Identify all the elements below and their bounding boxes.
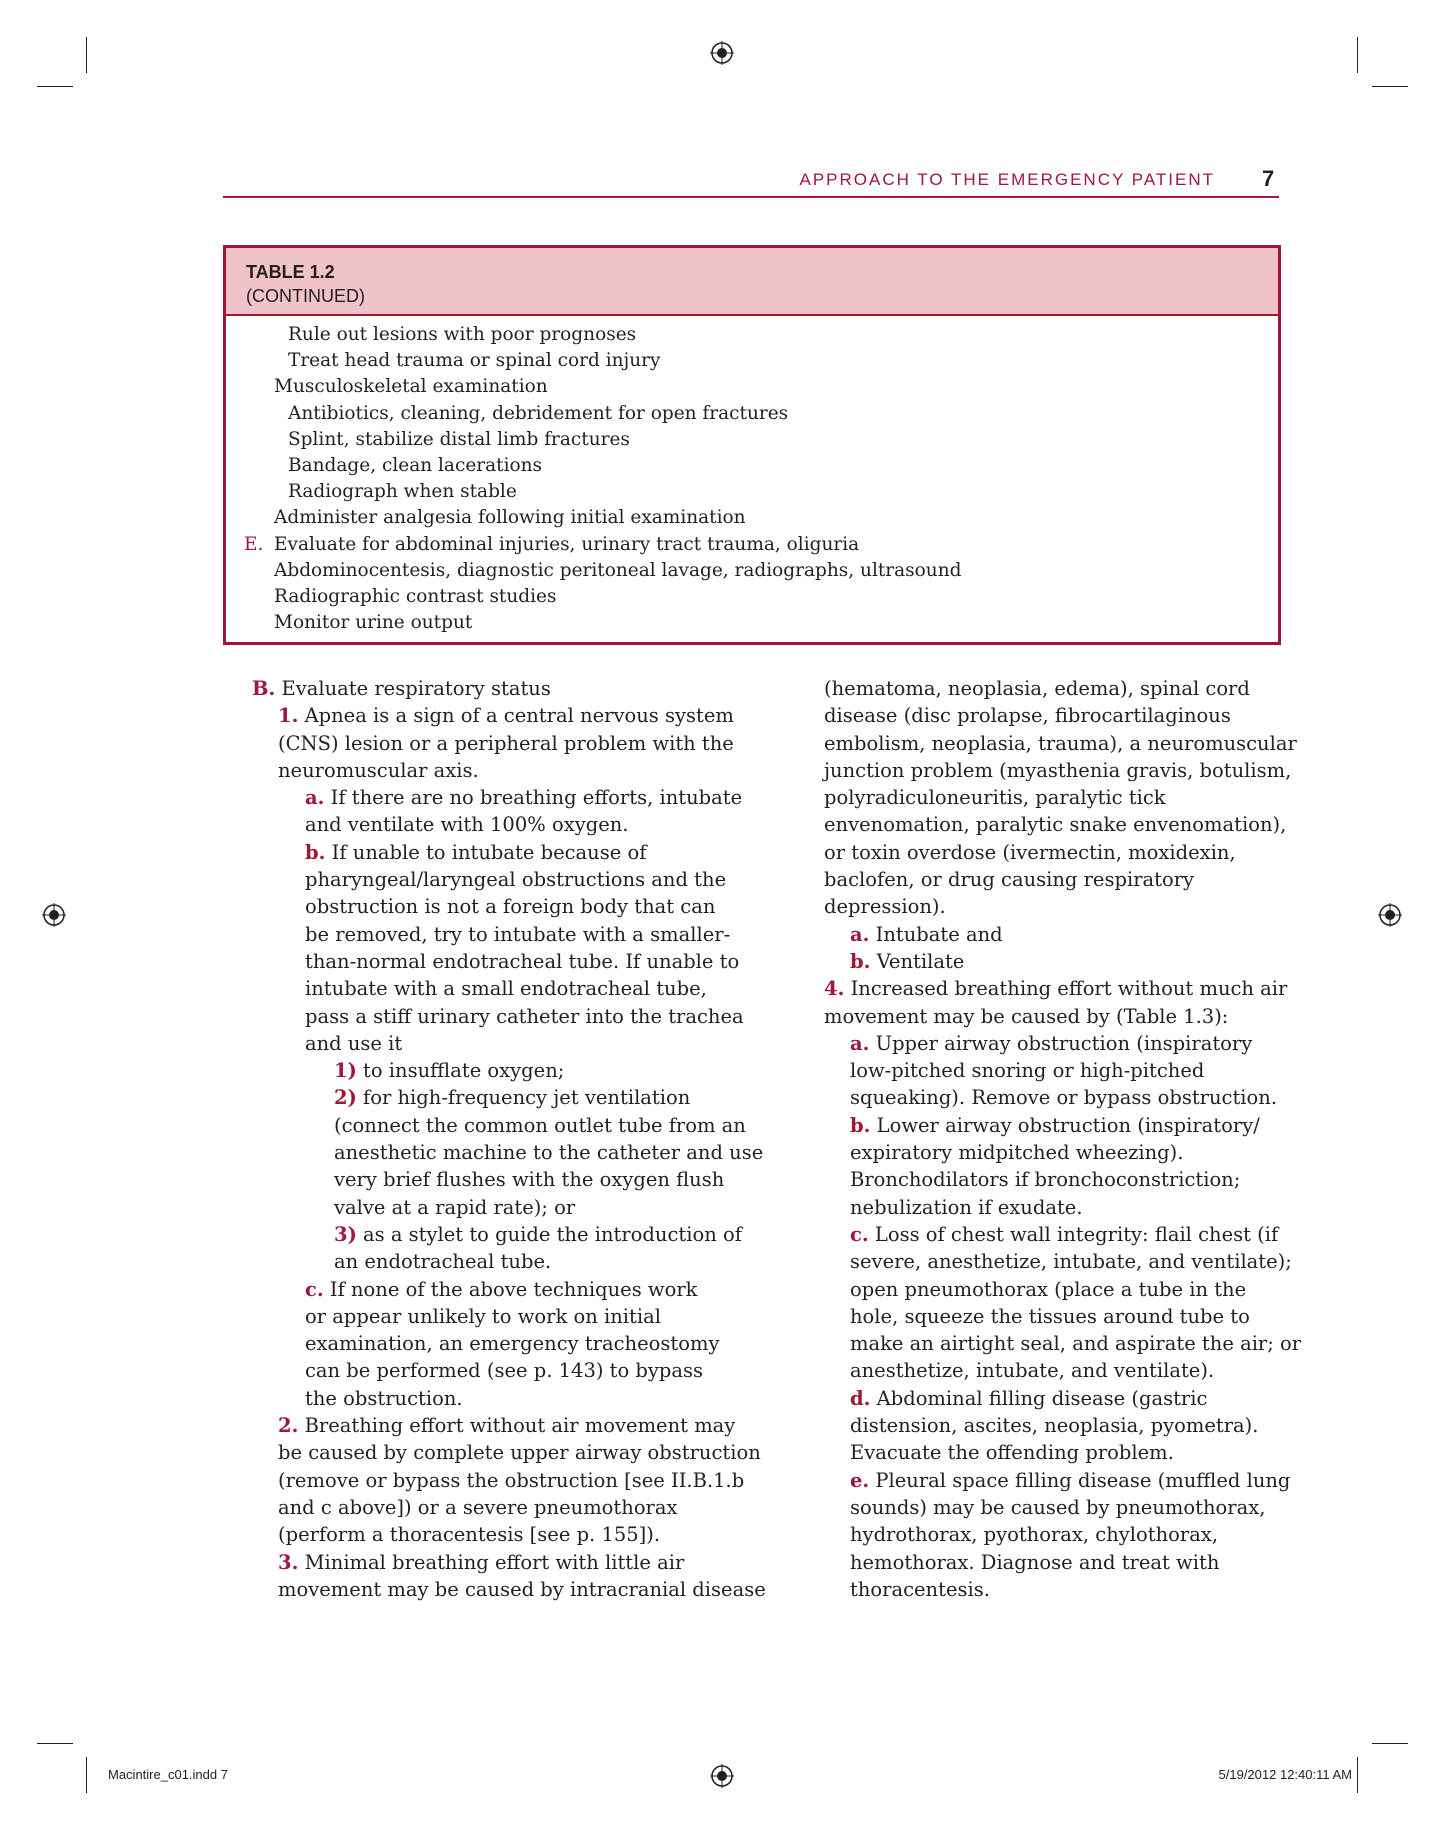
text-line bbox=[252, 1084, 766, 1111]
text-line bbox=[252, 1412, 766, 1439]
table-row bbox=[226, 532, 1278, 558]
text-line bbox=[824, 1276, 1301, 1303]
text-line bbox=[252, 1248, 766, 1275]
outline-marker: b. bbox=[850, 1113, 871, 1137]
outline-marker: c. bbox=[850, 1222, 869, 1246]
text-line bbox=[824, 1057, 1301, 1084]
text-line bbox=[824, 948, 1301, 975]
line-text: thoracentesis. bbox=[850, 1577, 990, 1601]
line-text: anesthetize, intubate, and ventilate). bbox=[850, 1359, 1215, 1383]
text-line bbox=[252, 839, 766, 866]
crop-mark bbox=[37, 86, 73, 87]
table-row-text: Splint, stabilize distal limb fractures bbox=[288, 428, 630, 450]
table-row-text: Administer analgesia following initial examination bbox=[274, 507, 746, 529]
line-text: movement may be caused by intracranial disease bbox=[278, 1577, 766, 1601]
text-line bbox=[252, 1467, 766, 1494]
line-text: squeaking). Remove or bypass obstruction. bbox=[850, 1086, 1278, 1110]
crop-mark bbox=[86, 37, 87, 73]
line-text: Lower airway obstruction (inspiratory/ bbox=[876, 1113, 1260, 1137]
text-line bbox=[824, 730, 1301, 757]
text-line bbox=[252, 893, 766, 920]
table-row-text: Antibiotics, cleaning, debridement for open fractures bbox=[288, 402, 789, 424]
outline-marker: b. bbox=[850, 949, 871, 973]
line-text: Breathing effort without air movement may bbox=[304, 1414, 736, 1438]
table-row-text: Abdominocentesis, diagnostic peritoneal lavage, radiographs, ultrasound bbox=[274, 559, 962, 581]
text-line bbox=[252, 811, 766, 838]
text-line bbox=[252, 1057, 766, 1084]
left-column bbox=[252, 675, 766, 1603]
line-text: can be performed (see p. 143) to bypass bbox=[305, 1359, 704, 1383]
crop-mark bbox=[1372, 86, 1408, 87]
line-text: the obstruction. bbox=[305, 1386, 463, 1410]
text-line bbox=[252, 1385, 766, 1412]
crop-mark bbox=[1357, 1757, 1358, 1793]
text-line bbox=[824, 921, 1301, 948]
outline-marker: e. bbox=[850, 1468, 870, 1492]
line-text: If unable to intubate because of bbox=[331, 840, 647, 864]
line-text: open pneumothorax (place a tube in the bbox=[850, 1277, 1247, 1301]
line-text: low-pitched snoring or high-pitched bbox=[850, 1059, 1205, 1083]
outline-marker: 2. bbox=[278, 1414, 299, 1438]
line-text: pass a stiff urinary catheter into the trachea bbox=[305, 1004, 744, 1028]
table-row-text: Radiograph when stable bbox=[288, 481, 517, 503]
text-line bbox=[252, 702, 766, 729]
outline-marker: 2) bbox=[334, 1086, 357, 1110]
text-line bbox=[824, 784, 1301, 811]
text-line bbox=[252, 948, 766, 975]
text-line bbox=[252, 1549, 766, 1576]
line-text: Pleural space filling disease (muffled lung bbox=[875, 1468, 1291, 1492]
line-text: anesthetic machine to the catheter and use bbox=[334, 1141, 764, 1165]
table-header bbox=[226, 248, 1278, 316]
text-line bbox=[252, 757, 766, 784]
line-text: Loss of chest wall integrity: flail chest (if bbox=[874, 1222, 1279, 1246]
line-text: than-normal endotracheal tube. If unable to bbox=[305, 949, 740, 973]
footer-timestamp: 5/19/2012 12:40:11 AM bbox=[1218, 1767, 1352, 1782]
table-row-text: Rule out lesions with poor prognoses bbox=[288, 324, 637, 345]
text-line bbox=[252, 1139, 766, 1166]
registration-mark-icon bbox=[710, 41, 734, 65]
text-line bbox=[824, 1357, 1301, 1384]
line-text: or appear unlikely to work on initial bbox=[305, 1304, 661, 1328]
line-text: obstruction is not a foreign body that can bbox=[305, 895, 716, 919]
line-text: examination, an emergency tracheostomy bbox=[305, 1332, 720, 1356]
line-text: (connect the common outlet tube from an bbox=[334, 1113, 746, 1137]
line-text: make an airtight seal, and aspirate the air; or bbox=[850, 1332, 1302, 1356]
text-line bbox=[252, 784, 766, 811]
right-column bbox=[824, 675, 1301, 1603]
table-box bbox=[223, 245, 1281, 645]
line-text: pharyngeal/laryngeal obstructions and the bbox=[305, 868, 727, 892]
line-text: distension, ascites, neoplasia, pyometra). bbox=[850, 1414, 1259, 1438]
outline-marker: 3. bbox=[278, 1550, 299, 1574]
registration-mark-icon bbox=[1378, 903, 1402, 927]
footer-file-name: Macintire_c01.indd 7 bbox=[108, 1767, 228, 1782]
line-text: junction problem (myasthenia gravis, botulism, bbox=[824, 758, 1292, 782]
table-body bbox=[226, 316, 1278, 636]
line-text: disease (disc prolapse, fibrocartilaginous bbox=[824, 704, 1231, 728]
line-text: expiratory midpitched wheezing). bbox=[850, 1141, 1184, 1165]
table-row bbox=[226, 505, 1278, 531]
text-line bbox=[252, 1330, 766, 1357]
line-text: an endotracheal tube. bbox=[334, 1250, 552, 1274]
text-line bbox=[252, 1194, 766, 1221]
line-text: baclofen, or drug causing respiratory bbox=[824, 868, 1195, 892]
text-line bbox=[824, 1221, 1301, 1248]
text-line bbox=[252, 1494, 766, 1521]
table-row bbox=[226, 558, 1278, 584]
text-line bbox=[252, 866, 766, 893]
line-text: hemothorax. Diagnose and treat with bbox=[850, 1550, 1220, 1574]
crop-mark bbox=[37, 1743, 73, 1744]
outline-marker: a. bbox=[305, 786, 325, 810]
line-text: neuromuscular axis. bbox=[278, 758, 479, 782]
outline-marker: 4. bbox=[824, 977, 845, 1001]
outline-marker: 3) bbox=[334, 1222, 357, 1246]
line-text: Ventilate bbox=[876, 949, 965, 973]
crop-mark bbox=[86, 1757, 87, 1793]
registration-mark-icon bbox=[42, 903, 66, 927]
text-line bbox=[824, 1303, 1301, 1330]
outline-marker: c. bbox=[305, 1277, 324, 1301]
table-row bbox=[226, 479, 1278, 505]
table-label: TABLE 1.2 bbox=[246, 262, 335, 282]
text-line bbox=[824, 1330, 1301, 1357]
outline-marker: d. bbox=[850, 1386, 871, 1410]
line-text: Evacuate the offending problem. bbox=[850, 1441, 1174, 1465]
outline-marker: a. bbox=[850, 1031, 870, 1055]
table-row-text: Treat head trauma or spinal cord injury bbox=[288, 350, 661, 372]
text-line bbox=[824, 1003, 1301, 1030]
line-text: very brief flushes with the oxygen flush bbox=[334, 1168, 725, 1192]
table-subtitle: (CONTINUED) bbox=[246, 286, 365, 306]
text-line bbox=[252, 1112, 766, 1139]
registration-mark-icon bbox=[710, 1764, 734, 1788]
table-row-marker: E. bbox=[244, 533, 264, 555]
text-line bbox=[252, 975, 766, 1002]
line-text: or toxin overdose (ivermectin, moxidexin, bbox=[824, 840, 1236, 864]
line-text: depression). bbox=[824, 895, 946, 919]
line-text: Minimal breathing effort with little air bbox=[304, 1550, 685, 1574]
line-text: Increased breathing effort without much air bbox=[850, 977, 1288, 1001]
outline-marker: b. bbox=[305, 840, 326, 864]
line-text: intubate with a small endotracheal tube, bbox=[305, 977, 707, 1001]
text-line bbox=[824, 702, 1301, 729]
text-line bbox=[252, 1166, 766, 1193]
line-text: nebulization if exudate. bbox=[850, 1195, 1083, 1219]
line-text: and c above]) or a severe pneumothorax bbox=[278, 1495, 678, 1519]
text-line bbox=[252, 921, 766, 948]
text-line bbox=[824, 1521, 1301, 1548]
text-line bbox=[252, 1439, 766, 1466]
line-text: be removed, try to intubate with a smaller- bbox=[305, 922, 731, 946]
text-line bbox=[824, 975, 1301, 1002]
outline-marker: 1) bbox=[334, 1059, 357, 1083]
line-text: Evaluate respiratory status bbox=[281, 677, 551, 700]
line-text: If none of the above techniques work bbox=[329, 1277, 698, 1301]
table-row-text: Monitor urine output bbox=[274, 612, 473, 634]
running-header-title: APPROACH TO THE EMERGENCY PATIENT bbox=[799, 170, 1215, 189]
line-text: severe, anesthetize, intubate, and ventilate); bbox=[850, 1250, 1292, 1274]
line-text: Intubate and bbox=[875, 922, 1003, 946]
table-row-text: Evaluate for abdominal injuries, urinary tract trauma, oliguria bbox=[274, 533, 860, 555]
table-row-text: Musculoskeletal examination bbox=[274, 376, 548, 398]
line-text: valve at a rapid rate); or bbox=[334, 1195, 576, 1219]
line-text: movement may be caused by (Table 1.3): bbox=[824, 1004, 1229, 1028]
text-line bbox=[252, 1030, 766, 1057]
text-line bbox=[824, 1112, 1301, 1139]
line-text: If there are no breathing efforts, intubate bbox=[330, 786, 743, 810]
table-row bbox=[226, 401, 1278, 427]
line-text: as a stylet to guide the introduction of bbox=[363, 1222, 742, 1246]
line-text: (CNS) lesion or a peripheral problem with the bbox=[278, 731, 734, 755]
table-row-text: Bandage, clean lacerations bbox=[288, 455, 543, 477]
crop-mark bbox=[1372, 1743, 1408, 1744]
text-line bbox=[252, 730, 766, 757]
text-line bbox=[824, 1030, 1301, 1057]
crop-mark bbox=[1357, 37, 1358, 73]
line-text: Bronchodilators if bronchoconstriction; bbox=[850, 1168, 1241, 1192]
outline-marker: a. bbox=[850, 922, 870, 946]
table-row bbox=[226, 322, 1278, 348]
line-text: (remove or bypass the obstruction [see II.B.1.b bbox=[278, 1468, 745, 1492]
table-row bbox=[226, 584, 1278, 610]
header-rule bbox=[223, 196, 1279, 198]
text-line bbox=[824, 1139, 1301, 1166]
text-line bbox=[252, 1521, 766, 1548]
line-text: for high-frequency jet ventilation bbox=[363, 1086, 691, 1110]
page-number: 7 bbox=[1262, 166, 1275, 191]
text-line bbox=[824, 1494, 1301, 1521]
line-text: (hematoma, neoplasia, edema), spinal cord bbox=[824, 677, 1250, 700]
line-text: polyradiculoneuritis, paralytic tick bbox=[824, 786, 1166, 810]
line-text: Apnea is a sign of a central nervous system bbox=[304, 704, 734, 728]
text-line bbox=[252, 1221, 766, 1248]
text-line bbox=[824, 866, 1301, 893]
text-line bbox=[824, 839, 1301, 866]
text-line bbox=[252, 1576, 766, 1603]
line-text: sounds) may be caused by pneumothorax, bbox=[850, 1495, 1266, 1519]
text-line bbox=[824, 1467, 1301, 1494]
line-text: and use it bbox=[305, 1031, 403, 1055]
text-line bbox=[824, 1194, 1301, 1221]
line-text: to insufflate oxygen; bbox=[363, 1059, 565, 1083]
line-text: hydrothorax, pyothorax, chylothorax, bbox=[850, 1523, 1219, 1547]
line-text: envenomation, paralytic snake envenomation), bbox=[824, 813, 1287, 837]
text-line bbox=[252, 675, 766, 702]
line-text: and ventilate with 100% oxygen. bbox=[305, 813, 629, 837]
text-line bbox=[252, 1357, 766, 1384]
line-text: hole, squeeze the tissues around tube to bbox=[850, 1304, 1250, 1328]
text-line bbox=[824, 1439, 1301, 1466]
table-row bbox=[226, 348, 1278, 374]
text-line bbox=[824, 1084, 1301, 1111]
text-line bbox=[824, 1576, 1301, 1603]
line-text: Abdominal filling disease (gastric bbox=[876, 1386, 1208, 1410]
text-line bbox=[824, 1166, 1301, 1193]
outline-marker: B. bbox=[252, 677, 276, 700]
text-line bbox=[824, 757, 1301, 784]
text-line bbox=[824, 1412, 1301, 1439]
table-row bbox=[226, 453, 1278, 479]
text-line bbox=[252, 1276, 766, 1303]
text-line bbox=[252, 1303, 766, 1330]
table-row bbox=[226, 374, 1278, 400]
text-line bbox=[824, 1385, 1301, 1412]
outline-marker: 1. bbox=[278, 704, 299, 728]
line-text: be caused by complete upper airway obstruction bbox=[278, 1441, 761, 1465]
text-line bbox=[252, 1003, 766, 1030]
text-line bbox=[824, 1549, 1301, 1576]
line-text: (perform a thoracentesis [see p. 155]). bbox=[278, 1523, 661, 1547]
table-row bbox=[226, 610, 1278, 636]
table-row-text: Radiographic contrast studies bbox=[274, 586, 557, 608]
table-row bbox=[226, 427, 1278, 453]
line-text: embolism, neoplasia, trauma), a neuromuscular bbox=[824, 731, 1297, 755]
line-text: Upper airway obstruction (inspiratory bbox=[875, 1031, 1253, 1055]
text-line bbox=[824, 893, 1301, 920]
text-line bbox=[824, 1248, 1301, 1275]
text-line bbox=[824, 675, 1301, 702]
text-line bbox=[824, 811, 1301, 838]
